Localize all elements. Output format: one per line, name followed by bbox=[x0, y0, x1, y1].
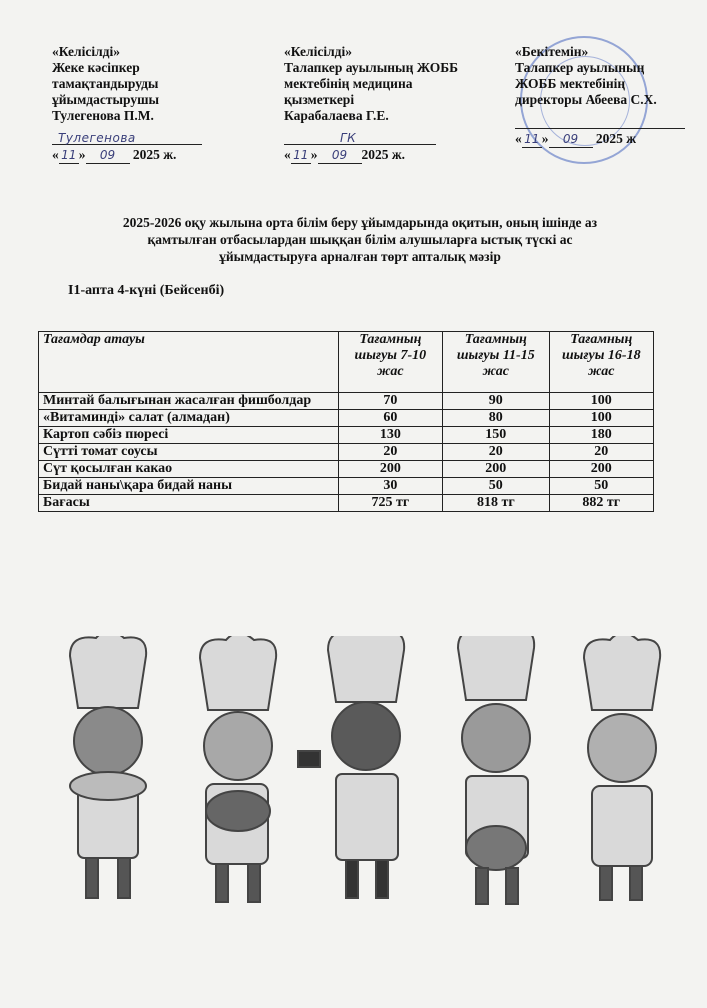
date-month: 09 bbox=[549, 131, 593, 148]
approval-line: «Бекітемін» bbox=[515, 44, 589, 59]
date-month: 09 bbox=[318, 147, 362, 164]
heading-line: қамтылған отбасылардан шыққан білім алушыларға ыстық түскі ас bbox=[147, 232, 573, 247]
column-header-dish: Тағамдар атауы bbox=[39, 332, 339, 393]
table-row bbox=[39, 393, 654, 410]
approval-date: « 11 » 09 2025 ж. bbox=[52, 147, 177, 162]
date-year: 2025 ж. bbox=[132, 147, 177, 162]
portion-value: 150 bbox=[443, 427, 549, 444]
portion-value: 70 bbox=[338, 393, 442, 410]
dish-name: Сүт қосылған какао bbox=[39, 461, 339, 478]
portion-value: 200 bbox=[549, 461, 653, 478]
column-header-age-11-15: Тағамның шығуы 11-15 жас bbox=[443, 332, 549, 393]
dish-name: Бидай наны\қара бидай наны bbox=[39, 478, 339, 495]
portion-value: 50 bbox=[549, 478, 653, 495]
portion-value: 90 bbox=[443, 393, 549, 410]
approval-line: Талапкер ауылының bbox=[515, 60, 645, 75]
approval-block-3 bbox=[515, 44, 705, 148]
column-header-age-16-18: Тағамның шығуы 16-18 жас bbox=[549, 332, 653, 393]
date-year: 2025 ж. bbox=[361, 147, 406, 162]
date-month: 09 bbox=[86, 147, 130, 164]
chef-figure bbox=[458, 636, 534, 904]
approval-line: Талапкер ауылының ЖОББ bbox=[284, 60, 459, 75]
table-row bbox=[39, 478, 654, 495]
handwritten-signature: Тулегенова bbox=[58, 131, 136, 145]
column-header-age-7-10: Тағамның шығуы 7-10 жас bbox=[338, 332, 442, 393]
price-value: 725 тг bbox=[338, 495, 442, 512]
portion-value: 100 bbox=[549, 410, 653, 427]
chef-figure bbox=[200, 636, 276, 902]
approval-date: « 11 » 09 2025 ж. bbox=[284, 147, 406, 162]
approval-line: тамақтандыруды bbox=[52, 76, 159, 91]
date-day: 11 bbox=[522, 131, 542, 148]
approval-block-2 bbox=[284, 44, 499, 164]
date-year: 2025 ж bbox=[595, 131, 637, 146]
chef-figure bbox=[584, 636, 660, 900]
portion-value: 100 bbox=[549, 393, 653, 410]
heading-line: ұйымдастыруға арналған төрт апталық мәзір bbox=[219, 249, 501, 264]
approval-line: директоры Абеева С.Х. bbox=[515, 92, 657, 107]
approval-date: « 11 » 09 2025 ж bbox=[515, 131, 637, 146]
approval-line: «Келісілді» bbox=[284, 44, 352, 59]
week-day-label: I1-апта 4-күні (Бейсенбі) bbox=[68, 283, 225, 298]
table-row-price bbox=[39, 495, 654, 512]
price-label: Бағасы bbox=[39, 495, 339, 512]
table-header-row bbox=[39, 332, 654, 393]
approval-line: «Келісілді» bbox=[52, 44, 120, 59]
approval-line: мектебінің медицина bbox=[284, 76, 413, 91]
signature-line bbox=[52, 126, 202, 145]
portion-value: 80 bbox=[443, 410, 549, 427]
portion-value: 50 bbox=[443, 478, 549, 495]
portion-value: 20 bbox=[549, 444, 653, 461]
portion-value: 20 bbox=[338, 444, 442, 461]
handwritten-signature: ГК bbox=[340, 131, 357, 145]
portion-value: 30 bbox=[338, 478, 442, 495]
table-row bbox=[39, 410, 654, 427]
date-day: 11 bbox=[291, 147, 311, 164]
menu-table bbox=[38, 331, 654, 512]
portion-value: 130 bbox=[338, 427, 442, 444]
chef-figure bbox=[70, 636, 146, 898]
approval-line: Жеке кәсіпкер bbox=[52, 60, 140, 75]
dish-name: Картоп сәбіз пюресі bbox=[39, 427, 339, 444]
table-row bbox=[39, 444, 654, 461]
portion-value: 180 bbox=[549, 427, 653, 444]
signature-line bbox=[284, 126, 436, 145]
approval-line: Карабалаева Г.Е. bbox=[284, 108, 389, 123]
portion-value: 60 bbox=[338, 410, 442, 427]
document-heading bbox=[60, 214, 660, 265]
approval-line: ұйымдастырушы bbox=[52, 92, 160, 107]
price-value: 818 тг bbox=[443, 495, 549, 512]
price-value: 882 тг bbox=[549, 495, 653, 512]
approval-line: ЖОББ мектебінің bbox=[515, 76, 626, 91]
approval-line: қызметкері bbox=[284, 92, 355, 107]
portion-value: 200 bbox=[338, 461, 442, 478]
signature-line bbox=[515, 110, 685, 129]
approval-line: Тулегенова П.М. bbox=[52, 108, 154, 123]
heading-line: 2025-2026 оқу жылына орта білім беру ұйымдарында оқитын, оның ішінде аз bbox=[122, 215, 598, 230]
table-row bbox=[39, 427, 654, 444]
chef-figure bbox=[298, 636, 404, 898]
dish-name: Сүтті томат соусы bbox=[39, 444, 339, 461]
portion-value: 200 bbox=[443, 461, 549, 478]
table-row bbox=[39, 461, 654, 478]
portion-value: 20 bbox=[443, 444, 549, 461]
approval-block-1 bbox=[52, 44, 262, 164]
dish-name: Минтай балығынан жасалған фишболдар bbox=[39, 393, 339, 410]
cartoon-chefs-illustration bbox=[40, 636, 680, 926]
dish-name: «Витаминді» салат (алмадан) bbox=[39, 410, 339, 427]
date-day: 11 bbox=[59, 147, 79, 164]
